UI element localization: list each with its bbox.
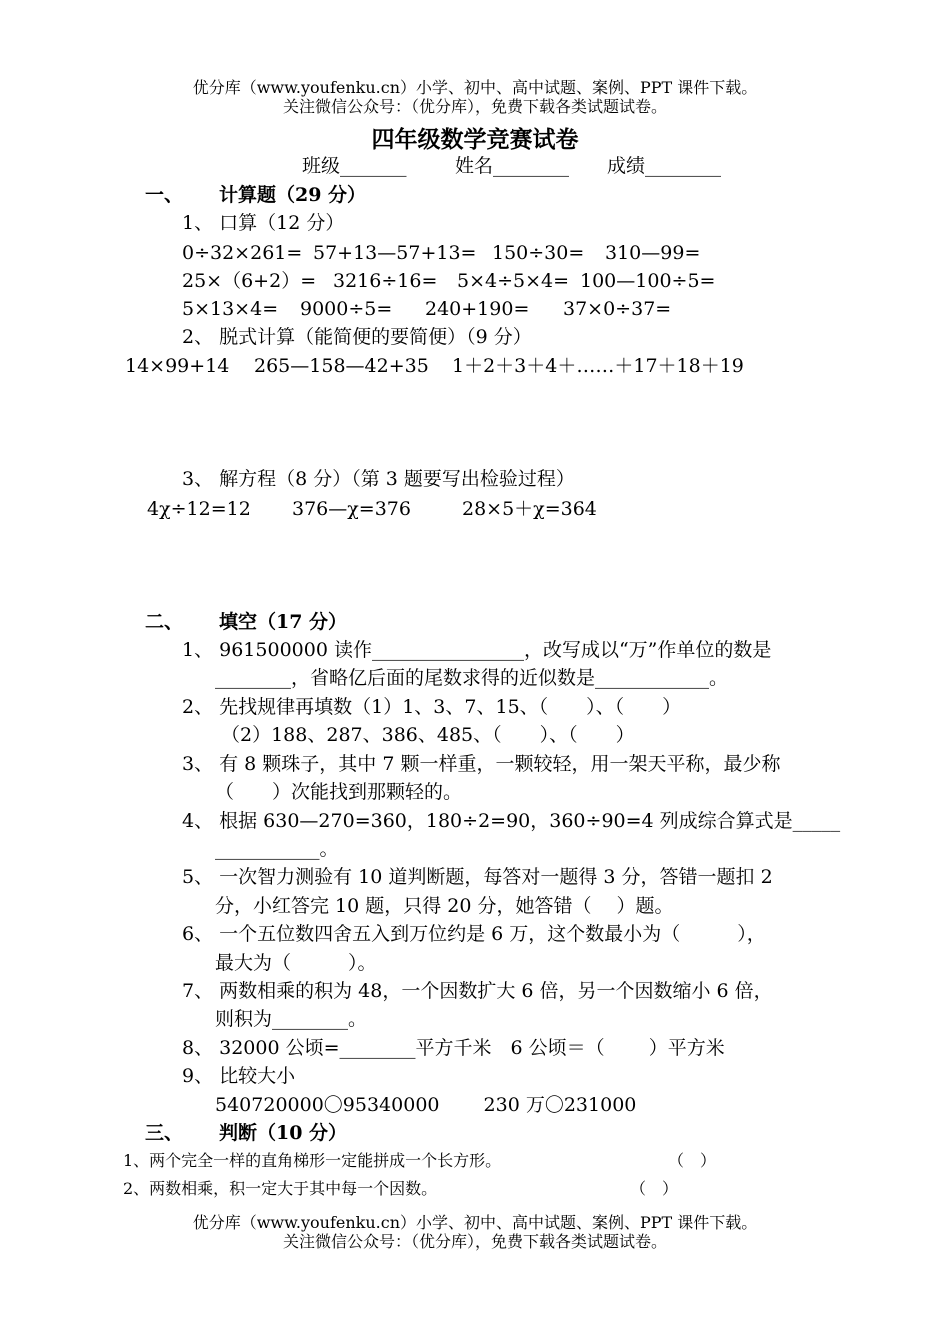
q3-item-2: 376—χ=376: [292, 498, 411, 520]
judge-item-1: 1、两个完全一样的直角梯形一定能拼成一个长方形。: [123, 1151, 502, 1170]
q1-row2-c: 5×4÷5×4=: [457, 270, 570, 292]
q2-item-2: 265—158—42+35: [254, 355, 429, 377]
q1-row1-a: 0÷32×261=: [182, 242, 303, 264]
q1-row2-a: 25×（6+2）=: [182, 270, 317, 292]
page-title: 四年级数学竞赛试卷: [371, 126, 579, 153]
fill-line-11: 6、 一个五位数四舍五入到万位约是 6 万，这个数最小为（ ），: [182, 923, 766, 945]
q1-row2-b: 3216÷16=: [333, 270, 438, 292]
fill-line-6: （ ）次能找到那颗轻的。: [215, 781, 463, 803]
q3-item-1: 4χ÷12=12: [147, 498, 251, 520]
q1-row1-c: 150÷30=: [492, 242, 585, 264]
fill-line-14: 则积为________。: [215, 1008, 368, 1030]
fill-line-9: 5、 一次智力测验有 10 道判断题，每答对一题得 3 分，答错一题扣 2: [182, 866, 773, 888]
q3-title: 3、 解方程（8 分）（第 3 题要写出检验过程）: [182, 468, 575, 490]
judge-item-2: 2、两数相乘，积一定大于其中每一个因数。: [123, 1179, 438, 1198]
fill-line-10: 分，小红答完 10 题，只得 20 分，她答错（ ）题。: [215, 895, 674, 917]
q1-title: 1、 口算（12 分）: [182, 212, 345, 234]
section-3-number: 三、: [145, 1122, 184, 1144]
fill-line-2: ________，省略亿后面的尾数求得的近似数是____________。: [215, 667, 729, 689]
fill-line-17: 540720000〇95340000 230 万〇231000: [215, 1094, 637, 1116]
q1-row2-d: 100—100÷5=: [580, 270, 716, 292]
q1-row3-b: 9000÷5=: [300, 298, 393, 320]
fill-line-15: 8、 32000 公顷=________平方千米 6 公顷＝（ ）平方米: [182, 1037, 725, 1059]
fill-line-5: 3、 有 8 颗珠子，其中 7 颗一样重，一颗较轻，用一架天平称，最少称: [182, 753, 781, 775]
header-line-2: 关注微信公众号：（优分库），免费下载各类试题试卷。: [282, 97, 667, 116]
section-3-title: 判断（10 分）: [219, 1122, 348, 1144]
q1-row3-d: 37×0÷37=: [563, 298, 672, 320]
footer-line-2: 关注微信公众号：（优分库），免费下载各类试题试卷。: [282, 1232, 667, 1251]
q1-row1-b: 57+13—57+13=: [313, 242, 477, 264]
section-2-title: 填空（17 分）: [219, 611, 348, 633]
fill-line-16: 9、 比较大小: [182, 1065, 296, 1087]
section-2-number: 二、: [145, 611, 184, 633]
fill-line-8: ___________。: [215, 838, 339, 860]
fill-line-7: 4、 根据 630—270=360，180÷2=90，360÷90=4 列成综合算式是_____: [182, 810, 841, 832]
judge-item-2-mark: （ ）: [630, 1179, 679, 1198]
section-1-title: 计算题（29 分）: [219, 184, 367, 206]
header-line-1: 优分库（www.youfenku.cn）小学、初中、高中试题、案例、PPT 课件下载。: [192, 78, 758, 97]
fill-line-12: 最大为（ ）。: [215, 952, 377, 974]
fill-line-3: 2、 先找规律再填数（1）1、3、7、15、（ ）、（ ）: [182, 696, 682, 718]
q2-item-1: 14×99+14: [125, 355, 230, 377]
fill-line-4: （2）188、287、386、485、（ ）、（ ）: [221, 724, 635, 746]
score-field: 成绩________: [607, 155, 722, 177]
name-field: 姓名________: [455, 155, 570, 177]
fill-line-13: 7、 两数相乘的积为 48，一个因数扩大 6 倍，另一个因数缩小 6 倍，: [182, 980, 773, 1002]
footer-line-1: 优分库（www.youfenku.cn）小学、初中、高中试题、案例、PPT 课件下载。: [192, 1213, 758, 1232]
section-1-number: 一、: [145, 184, 184, 206]
q1-row1-d: 310—99=: [605, 242, 701, 264]
q2-item-3: 1＋2＋3＋4＋……＋17＋18＋19: [452, 355, 744, 377]
judge-item-1-mark: （ ）: [668, 1151, 717, 1170]
q1-row3-a: 5×13×4=: [182, 298, 279, 320]
class-field: 班级_______: [302, 155, 407, 177]
fill-line-1: 1、 961500000 读作________________，改写成以“万”作单位的数是: [182, 639, 772, 661]
q1-row3-c: 240+190=: [425, 298, 530, 320]
q2-title: 2、 脱式计算（能简便的要简便）（9 分）: [182, 326, 532, 348]
q3-item-3: 28×5＋χ=364: [462, 498, 597, 520]
